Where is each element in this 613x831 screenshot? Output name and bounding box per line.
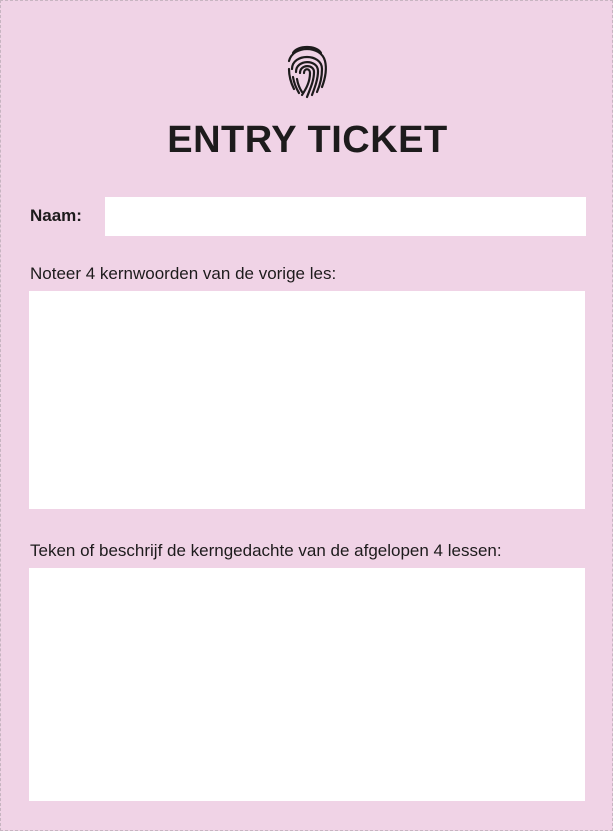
- core-idea-answer-box[interactable]: [29, 568, 585, 801]
- page-title: ENTRY TICKET: [167, 119, 448, 161]
- keywords-question-label: Noteer 4 kernwoorden van de vorige les:: [30, 264, 337, 283]
- fingerprint-icon: [285, 39, 329, 101]
- name-field[interactable]: [105, 197, 586, 236]
- core-idea-question-label: Teken of beschrijf de kerngedachte van de afgelopen 4 lessen:: [30, 541, 502, 560]
- name-label: Naam:: [30, 206, 82, 225]
- keywords-answer-box[interactable]: [29, 291, 585, 509]
